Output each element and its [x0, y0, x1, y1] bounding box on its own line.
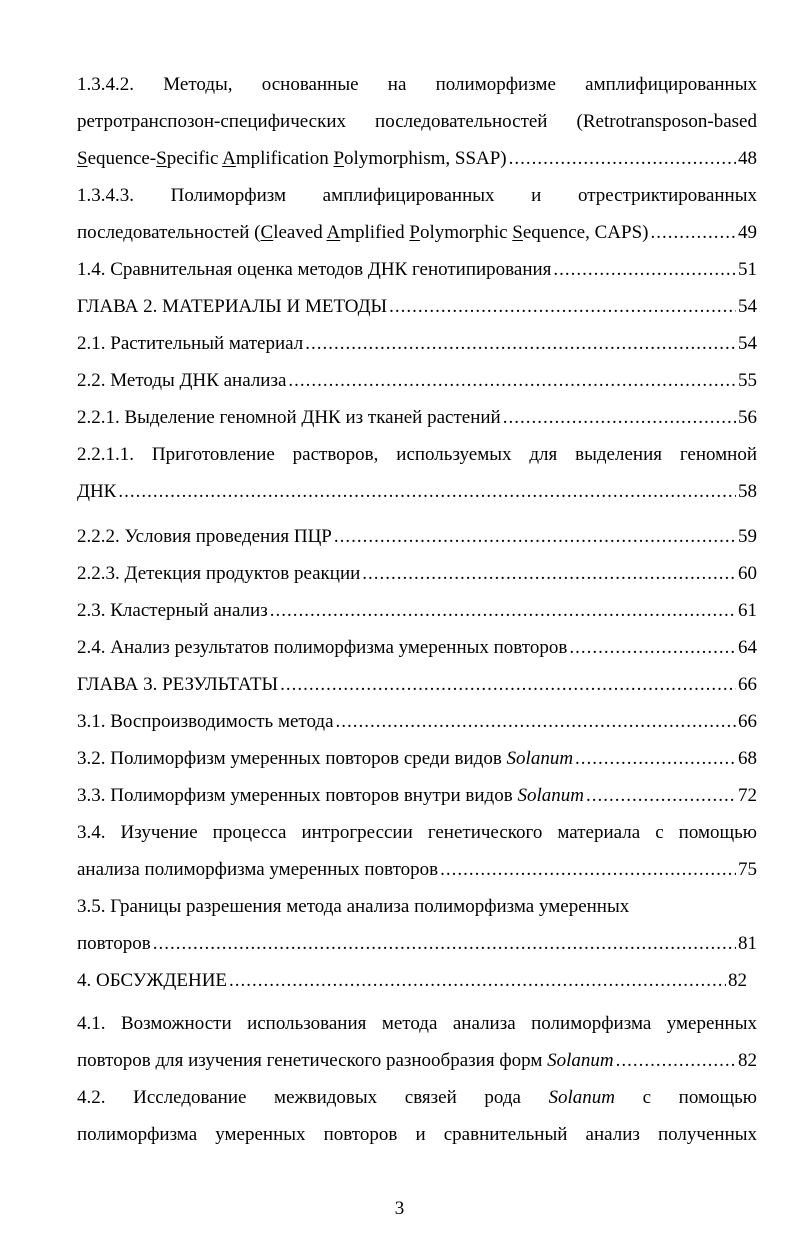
toc-page-number: 68	[738, 748, 757, 769]
toc-entry-title: 2.3. Кластерный анализ	[77, 600, 268, 621]
dot-leader	[270, 592, 736, 629]
underlined-initial: P	[409, 222, 420, 243]
toc-entry-3-3	[77, 777, 757, 814]
title-fragment: mplification	[235, 148, 334, 169]
toc-entry-4-1-line2	[77, 1042, 757, 1079]
dot-leader	[280, 666, 736, 703]
dot-leader	[616, 1042, 736, 1079]
underlined-initial: C	[260, 222, 274, 243]
toc-entry-3-4	[77, 814, 757, 888]
toc-entry-title: 2.1. Растительный материал	[77, 333, 304, 354]
dot-leader	[336, 703, 736, 740]
toc-entry-1-3-4-2-line1: 1.3.4.2. Методы, основанные на полиморфизме амплифицированных	[77, 74, 757, 95]
toc-entry-1-3-4-2	[77, 66, 757, 177]
toc-entry-title	[77, 740, 573, 777]
title-fragment: olymorphic	[419, 222, 513, 243]
toc-page-number: 56	[738, 407, 757, 428]
dot-leader	[118, 473, 736, 510]
toc-entry-2-2	[77, 362, 757, 399]
toc-entry-title-end: повторов	[77, 933, 151, 954]
underlined-initial: A	[326, 222, 341, 243]
toc-entry-title: 2.2.3. Детекция продуктов реакции	[77, 563, 361, 584]
dot-leader	[153, 925, 736, 962]
toc-entry-3-1	[77, 703, 757, 740]
title-fragment: 3.2. Полиморфизм умеренных повторов среди видов	[77, 748, 507, 769]
toc-entry-title: 3.1. Воспроизводимость метода	[77, 711, 334, 732]
toc-entry-title-end: анализа полиморфизма умеренных повторов	[77, 859, 439, 880]
toc-entry-1-3-4-2-line2: ретротранспозон-специфических последовательностей (Retrotransposon-based	[77, 111, 757, 132]
toc-page-number: 55	[738, 370, 757, 391]
toc-page-number: 54	[738, 296, 757, 317]
title-fragment: 4.2. Исследование межвидовых связей рода	[77, 1087, 549, 1108]
toc-entry-2-2-1-1-line2	[77, 473, 757, 510]
toc-entry-1-4	[77, 251, 757, 288]
toc-entry-3-4-line1: 3.4. Изучение процесса интрогрессии генетического материала с помощью	[77, 822, 757, 843]
toc-entry-4-2	[77, 1079, 757, 1153]
dot-leader	[362, 555, 736, 592]
title-fragment: leaved	[273, 222, 327, 243]
toc-entry-1-3-4-3-line2	[77, 214, 757, 251]
title-fragment: pecific	[166, 148, 223, 169]
toc-page-number: 81	[738, 933, 757, 954]
toc-chapter-2	[77, 288, 757, 325]
title-fragment: mplified	[340, 222, 410, 243]
dot-leader	[229, 962, 726, 999]
dot-leader	[440, 851, 736, 888]
toc-entry-2-4	[77, 629, 757, 666]
table-of-contents	[77, 66, 757, 1153]
toc-page-number: 64	[738, 637, 757, 658]
dot-leader	[305, 325, 736, 362]
toc-entry-title	[77, 777, 584, 814]
dot-leader	[509, 140, 736, 177]
toc-page-number: 75	[738, 859, 757, 880]
title-fragment: последовательностей (	[77, 222, 261, 243]
toc-page-number: 58	[738, 481, 757, 502]
toc-entry-title: 1.4. Сравнительная оценка методов ДНК генотипирования	[77, 259, 552, 280]
toc-entry-3-5	[77, 888, 757, 962]
toc-entry-4-1	[77, 1005, 757, 1079]
toc-page-number: 59	[738, 526, 757, 547]
toc-entry-title-end	[77, 1042, 614, 1079]
toc-entry-4-1-line1: 4.1. Возможности использования метода анализа полиморфизма умеренных	[77, 1013, 757, 1034]
toc-entry-1-3-4-2-title-end	[77, 140, 507, 177]
underlined-initial: S	[156, 148, 167, 169]
toc-page-number: 49	[738, 222, 757, 243]
toc-page-number: 60	[738, 563, 757, 584]
toc-entry-1-3-4-3	[77, 177, 757, 251]
toc-entry-title: 2.4. Анализ результатов полиморфизма умеренных повторов	[77, 637, 568, 658]
toc-page-number: 48	[738, 148, 757, 169]
dot-leader	[586, 777, 736, 814]
toc-page-number: 54	[738, 333, 757, 354]
toc-page-number: 66	[738, 711, 757, 732]
toc-chapter-title: ГЛАВА 3. РЕЗУЛЬТАТЫ	[77, 674, 279, 695]
genus-name: Solanum	[547, 1050, 614, 1071]
page-number: 3	[394, 1198, 405, 1219]
toc-entry-2-2-3	[77, 555, 757, 592]
toc-chapter-title: 4. ОБСУЖДЕНИЕ	[77, 970, 228, 991]
toc-entry-3-5-line2	[77, 925, 757, 962]
toc-entry-2-2-1-1	[77, 436, 757, 510]
toc-entry-2-1	[77, 325, 757, 362]
dot-leader	[389, 288, 736, 325]
underlined-initial: S	[77, 148, 88, 169]
toc-page-number: 51	[738, 259, 757, 280]
toc-entry-title: 2.2.2. Условия проведения ПЦР	[77, 526, 332, 547]
title-fragment: equence, CAPS)	[522, 222, 649, 243]
toc-entry-2-2-1	[77, 399, 757, 436]
toc-entry-4-2-line2: полиморфизма умеренных повторов и сравнительный анализ полученных	[77, 1124, 757, 1145]
toc-page-number: 82	[728, 970, 747, 991]
toc-entry-title: 2.2. Методы ДНК анализа	[77, 370, 287, 391]
underlined-initial: A	[222, 148, 236, 169]
toc-page-number: 82	[738, 1050, 757, 1071]
toc-entry-2-2-1-1-line1: 2.2.1.1. Приготовление растворов, используемых для выделения геномной	[77, 444, 757, 465]
toc-entry-1-3-4-2-line3	[77, 140, 757, 177]
toc-entry-2-2-2	[77, 518, 757, 555]
genus-name: Solanum	[548, 1087, 616, 1108]
toc-page-number: 61	[738, 600, 757, 621]
toc-entry-title-end: ДНК	[77, 481, 117, 502]
toc-entry-3-5-line1: 3.5. Границы разрешения метода анализа полиморфизма умеренных	[77, 896, 630, 917]
title-fragment: olymorphism, SSAP)	[344, 148, 507, 169]
genus-name: Solanum	[517, 785, 584, 806]
dot-leader	[503, 399, 736, 436]
toc-page-number: 66	[738, 674, 757, 695]
dot-leader	[569, 629, 736, 666]
genus-name: Solanum	[506, 748, 574, 769]
title-fragment: с помощью	[615, 1087, 757, 1108]
title-fragment: повторов для изучения генетического разнообразия форм	[77, 1050, 548, 1071]
dot-leader	[553, 251, 736, 288]
toc-entry-title: 2.2.1. Выделение геномной ДНК из тканей растений	[77, 407, 501, 428]
dot-leader	[334, 518, 736, 555]
dot-leader	[575, 740, 736, 777]
underlined-initial: P	[333, 148, 345, 169]
toc-chapter-3	[77, 666, 757, 703]
toc-page-number: 72	[738, 785, 757, 806]
toc-entry-4-2-line1	[77, 1079, 757, 1116]
toc-entry-1-3-4-3-title-end	[77, 214, 648, 251]
toc-chapter-title: ГЛАВА 2. МАТЕРИАЛЫ И МЕТОДЫ	[77, 296, 388, 317]
toc-entry-3-4-line2	[77, 851, 757, 888]
toc-entry-3-2	[77, 740, 757, 777]
title-fragment: 3.3. Полиморфизм умеренных повторов внутри видов	[77, 785, 518, 806]
toc-entry-2-3	[77, 592, 757, 629]
toc-chapter-4	[77, 962, 747, 999]
dot-leader	[650, 214, 736, 251]
underlined-initial: S	[512, 222, 523, 243]
title-fragment: equence-	[87, 148, 157, 169]
spacer	[77, 510, 757, 518]
dot-leader	[288, 362, 736, 399]
toc-entry-1-3-4-3-line1: 1.3.4.3. Полиморфизм амплифицированных и отрестриктированных	[77, 185, 757, 206]
